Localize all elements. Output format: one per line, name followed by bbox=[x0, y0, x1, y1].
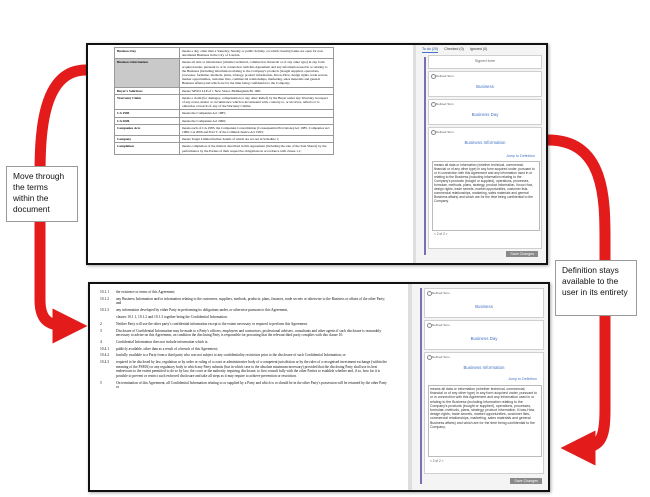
clause-paragraph bbox=[100, 308, 390, 313]
term-card-label: Defined Term bbox=[436, 129, 454, 134]
panel-tabs bbox=[422, 47, 487, 53]
clause-paragraph bbox=[100, 381, 390, 390]
clause-number: 5 bbox=[100, 380, 102, 385]
term-card-label: Defined Term bbox=[432, 322, 450, 327]
definition-term[interactable]: Completion bbox=[115, 143, 180, 154]
term-card-label: Defined Term bbox=[432, 354, 450, 359]
clause-text: required to be disclosed by law, regulation or by order or ruling of a court or administrative body of a competent jurisdiction or by the rules of a recognised investment exchange (within the meaning of the FSMA) or any regulatory body to which any Party submits (but in which case to the absolute maximum necessary) provided that the disclosing Party shall use its best endeavours to the extent permitted to do so by law, the court or the authority requiring disclosure, to first consult fully with the other Parties to establish whether and, if so, how far it is possible to prevent or restrict such enforced disclosure and take all steps as it may require to achieve prevention or restriction. bbox=[116, 360, 387, 378]
term-card-label: Defined Term bbox=[436, 101, 454, 106]
clause-number bbox=[100, 315, 116, 320]
definition-meaning: means the Companies Act 2006; bbox=[180, 117, 334, 124]
clause-paragraph bbox=[100, 340, 390, 345]
clause-paragraph bbox=[100, 353, 390, 358]
term-card-value: Business bbox=[476, 84, 494, 89]
jump-to-definition-link[interactable]: Jump to Definition bbox=[506, 154, 535, 158]
clause-number: 10.4.1 bbox=[100, 346, 109, 351]
definition-term[interactable]: Business Day bbox=[115, 48, 180, 59]
clause-number: 10.4.3 bbox=[100, 360, 109, 365]
clause-number: 10.1.3 bbox=[100, 308, 109, 313]
definition-meaning: means the Companies Act 1985; bbox=[180, 110, 334, 117]
term-card[interactable] bbox=[428, 99, 542, 125]
clause-paragraph bbox=[100, 322, 390, 327]
term-card[interactable] bbox=[428, 71, 542, 97]
definition-meaning: means a day, other than a Saturday, Sunday or public holiday, on which clearing banks are open for non-automated Business in the City of London. bbox=[180, 48, 334, 59]
definition-row bbox=[115, 143, 334, 154]
term-card-value: Signed form bbox=[474, 59, 496, 63]
term-card[interactable] bbox=[424, 320, 544, 350]
callout-right: Definition stays available to the user in its entirety bbox=[555, 260, 637, 316]
definition-meaning: means completion of the matters described in this Agreement (including the sale of the Sale Shares) by the performance by the Parties of their respective obligations in accordance with clause 1.1; bbox=[180, 143, 334, 154]
clause-paragraph bbox=[100, 329, 390, 338]
clause-number: 10.4.2 bbox=[100, 353, 109, 358]
definition-term[interactable]: Business Information bbox=[115, 59, 180, 87]
callout-left: Move through the terms within the document bbox=[6, 166, 78, 222]
screenshot-bottom bbox=[88, 282, 550, 492]
term-card-value: Business Day bbox=[471, 112, 499, 117]
definitions-table bbox=[114, 47, 334, 155]
clause-number: 3 bbox=[100, 328, 102, 333]
term-card-value: Business bbox=[475, 304, 493, 309]
save-changes-button[interactable]: Save Changes bbox=[506, 251, 538, 257]
tab-ignored[interactable]: Ignored (0) bbox=[469, 47, 488, 51]
clause-text: On termination of this Agreement, all Confidential Information relating to or supplied by a Party and which is or should be in the other Party's possession will be returned by the other Party or bbox=[116, 380, 387, 390]
clause-text: Disclosure of Confidential Information may be made to a Party's officers, employees and contractors, professional advisers, consultants and other agents if such disclosure is reasonably necessary to advise on this Agreement, on condition the disclosing Party is responsible for procuring that the relevant third party complies with this clause 10. bbox=[116, 328, 382, 338]
clause-text: Neither Party will use the other party's confidential information except to the extent necessary or required to perform this Agreement. bbox=[116, 321, 308, 326]
term-track bbox=[420, 288, 422, 484]
clause-paragraph bbox=[100, 297, 390, 306]
clause-number: 2 bbox=[100, 321, 102, 326]
clause-text: publicly available, other than as a result of a breach of this Agreement; bbox=[116, 346, 218, 351]
term-card-value: Business Information bbox=[464, 140, 506, 145]
term-card-value: Business Information bbox=[463, 365, 505, 370]
definition-row bbox=[115, 59, 334, 87]
definition-meaning: means Target Limited further details of which are set out in Schedule 1; bbox=[180, 136, 334, 143]
clause-number: 10.1.1 bbox=[100, 290, 109, 294]
clause-text: Confidential Information does not include information which is: bbox=[116, 339, 209, 344]
definition-term[interactable]: CA 1985 bbox=[115, 110, 180, 117]
definition-row bbox=[115, 87, 334, 94]
definition-pager[interactable]: < 2 of 2 > bbox=[430, 459, 444, 463]
definition-term[interactable]: CA 2006 bbox=[115, 117, 180, 124]
clause-list bbox=[100, 290, 390, 392]
clause-paragraph bbox=[100, 315, 390, 320]
term-card-label: Defined Term bbox=[432, 290, 450, 295]
term-card-value: Business Day bbox=[470, 336, 498, 341]
tab-checked[interactable]: Checked (0) bbox=[444, 47, 464, 51]
clause-number: 10.1.2 bbox=[100, 296, 109, 301]
term-card[interactable] bbox=[428, 55, 542, 69]
term-card[interactable] bbox=[424, 288, 544, 318]
definition-term[interactable]: Company bbox=[115, 136, 180, 143]
clause-text: clauses 10.1.1, 10.1.2 and 10.1.3 together being the Confidential Information. bbox=[116, 314, 228, 319]
screenshot-top bbox=[86, 43, 548, 265]
definition-row bbox=[115, 110, 334, 117]
clause-paragraph bbox=[100, 347, 390, 352]
definition-row bbox=[115, 136, 334, 143]
term-card-expanded[interactable] bbox=[428, 127, 542, 249]
term-card-expanded[interactable] bbox=[424, 352, 544, 474]
term-card-label: Defined Term bbox=[436, 73, 454, 78]
clause-paragraph bbox=[100, 290, 390, 295]
review-panel bbox=[412, 284, 548, 490]
definition-row bbox=[115, 124, 334, 135]
save-changes-button[interactable]: Save Changes bbox=[510, 478, 542, 484]
tab-to-do[interactable]: To do (20) bbox=[422, 47, 439, 51]
definition-meaning: means each of CA 1985, the Companies Consolidation (Consequential Provisions) Act 1985, Companies Act 1989, CA 2006 and Part V of the Criminal Justice Act 1993; bbox=[180, 124, 334, 135]
definition-text: means all data or information (whether technical, commercial, financial or of any other type) in any form acquired under, pursuant to or in connection with this Agreement and any information used in or relating to the Business (including information relating to the Company's products (bought or supplied), operations, processes, formulae, methods, plans, strategy, product information, Know-How, design rights, trade secrets, market opportunities, customer lists, commercial relationships, marketing, sales materials and general Business affairs) and which are for the time being confidential to the Company. bbox=[434, 163, 535, 203]
definition-row bbox=[115, 48, 334, 59]
definition-meaning: means 'MWO LLP of 1 New Street, Birmingham B1 1RP; bbox=[180, 87, 334, 94]
document-pane bbox=[90, 284, 408, 490]
jump-to-definition-link[interactable]: Jump to Definition bbox=[508, 377, 537, 381]
clause-text: any Business Information and/or information relating to the customers, suppliers, methods, products, plans, finances, trade secrets or otherwise to the Business or affairs of the other Party; and bbox=[116, 296, 386, 306]
definition-term[interactable]: Companies Acts bbox=[115, 124, 180, 135]
definition-text: means all data or information (whether technical, commercial, financial or of any other type) in any form acquired under, pursuant to or in connection with this Agreement and any information used in or relating to the Business (including information relating to the Company's products (bought or supplied), operations, processes, formulae, methods, plans, strategy, product information, Know-How, design rights, trade secrets, market opportunities, customer lists, commercial relationships, marketing, sales materials and general Business affairs) and which are for the time being confidential to the Company. bbox=[430, 387, 538, 429]
clause-text: the existence or terms of this Agreement; bbox=[116, 290, 176, 294]
clause-text: lawfully available to a Party from a third party who was not subject to any confidentiality restriction prior to the disclosure of such Confidential Information; or bbox=[116, 353, 346, 358]
clause-number: 4 bbox=[100, 339, 102, 344]
definition-row bbox=[115, 117, 334, 124]
definition-term[interactable]: Warranty Claim bbox=[115, 94, 180, 110]
clause-text: any information developed by either Party in performing its obligations under, or otherwise pursuant to this Agreement, bbox=[116, 308, 288, 313]
clause-paragraph bbox=[100, 360, 390, 378]
definition-meaning: means a claim (for damages, compensation or any other Relief) by the Buyer under any Warranty in respect of any event, matter or circumstance which is inconsistent with, contrary to, or involves, reflects or is otherwise a breach of, any of the Warranty Claims; bbox=[180, 94, 334, 110]
document-pane bbox=[88, 45, 413, 263]
definition-meaning: means all data or information (whether technical, commercial, financial or of any other type) in any form acquired under, pursuant to or in connection with this Agreement and any information used in or relating to the Business (including information relating to the Company's products (bought supplied, operations, processes, formulae, methods, plans, strategy, product information, Know-How, design rights, trade secrets, market opportunities, customer lists, commercial relationships, marketing, sales materials and general Business affairs) and which are for the time being confidential to the Company; bbox=[180, 59, 334, 87]
definition-row bbox=[115, 94, 334, 110]
definition-pager[interactable]: < 2 of 2 > bbox=[434, 232, 448, 236]
review-panel bbox=[416, 45, 546, 263]
definition-term[interactable]: Buyer's Solicitors bbox=[115, 87, 180, 94]
term-track bbox=[424, 57, 426, 255]
